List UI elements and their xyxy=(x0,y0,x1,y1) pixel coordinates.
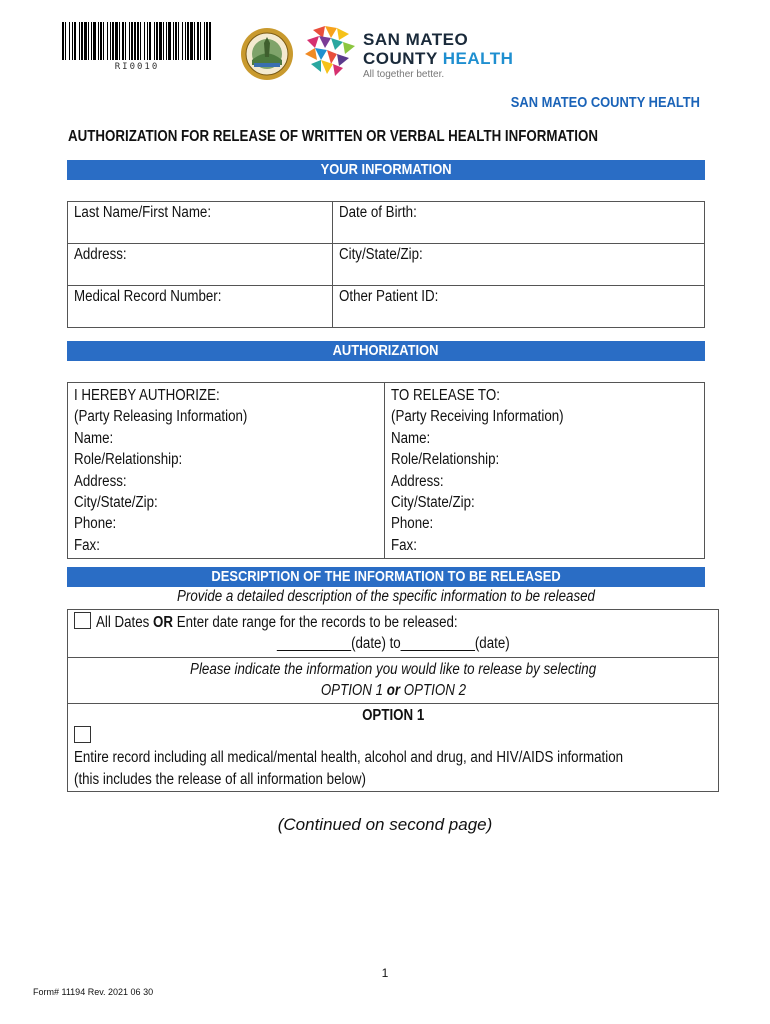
your-information-heading: YOUR INFORMATION xyxy=(67,160,705,180)
releasing-phone-label: Phone: xyxy=(74,515,117,533)
description-table xyxy=(67,609,719,792)
party-releasing-block[interactable] xyxy=(68,383,385,559)
receiving-name-label: Name: xyxy=(391,429,431,447)
receiving-role-label: Role/Relationship: xyxy=(391,451,500,469)
receiving-address-label: Address: xyxy=(391,472,444,490)
form-title: AUTHORIZATION FOR RELEASE OF WRITTEN OR VERBAL HEALTH INFORMATION xyxy=(68,128,598,145)
receiving-line: TO RELEASE TO: xyxy=(391,387,500,404)
description-heading: DESCRIPTION OF THE INFORMATION TO BE RELEASED xyxy=(67,567,705,587)
releasing-name-label: Name: xyxy=(74,429,114,447)
receiving-line: (Party Receiving Information) xyxy=(391,408,564,426)
option-instruction-cell: Please indicate the information you would like to release by selecting OPTION 1 or OPTION 2 xyxy=(68,657,719,703)
logo-wordmark-county-health xyxy=(363,49,513,69)
party-receiving-block[interactable] xyxy=(385,383,705,559)
option1-cell xyxy=(68,703,719,792)
releasing-line: I HEREBY AUTHORIZE: xyxy=(74,387,220,404)
your-information-table xyxy=(67,201,705,328)
logo-wordmark-san-mateo: SAN MATEO xyxy=(363,30,469,49)
county-seal-logo xyxy=(240,27,294,81)
barcode-id: RI0010 xyxy=(114,62,160,72)
form-number: Form# 11194 Rev. 2021 06 30 xyxy=(33,987,154,997)
barcode xyxy=(60,22,214,64)
page-number: 1 xyxy=(381,966,389,980)
date-range-cell: All Dates OR Enter date range for the records to be released: __________(date) to__________(date) xyxy=(68,610,719,658)
description-subheading: Provide a detailed description of the specific information to be released xyxy=(177,588,595,605)
releasing-address-label: Address: xyxy=(74,472,127,490)
san-mateo-health-logo-mark xyxy=(303,24,359,80)
logo-county: COUNTY xyxy=(363,49,438,68)
option1-heading: OPTION 1 xyxy=(362,706,425,724)
receiving-city-label: City/State/Zip: xyxy=(391,494,475,512)
authorization-table xyxy=(67,382,705,559)
option1-note: (this includes the release of all information below) xyxy=(74,770,366,788)
receiving-fax-label: Fax: xyxy=(391,536,417,554)
medical-record-number-field[interactable]: Medical Record Number: xyxy=(68,286,333,328)
all-dates-checkbox[interactable] xyxy=(74,612,91,629)
date-range-input[interactable]: __________(date) to__________(date) xyxy=(276,635,510,653)
authorization-heading: AUTHORIZATION xyxy=(67,341,705,361)
address-field[interactable]: Address: xyxy=(68,244,333,286)
option1-text: Entire record including all medical/mental health, alcohol and drug, and HIV/AIDS information xyxy=(74,749,624,767)
other-patient-id-field[interactable]: Other Patient ID: xyxy=(333,286,705,328)
continued-note: (Continued on second page) xyxy=(277,815,493,834)
option1-checkbox[interactable] xyxy=(74,726,91,743)
date-of-birth-field[interactable]: Date of Birth: xyxy=(333,202,705,244)
logo-health: HEALTH xyxy=(442,49,514,68)
city-state-zip-field[interactable]: City/State/Zip: xyxy=(333,244,705,286)
releasing-line: (Party Releasing Information) xyxy=(74,408,248,426)
releasing-role-label: Role/Relationship: xyxy=(74,451,183,469)
releasing-city-label: City/State/Zip: xyxy=(74,494,158,512)
releasing-fax-label: Fax: xyxy=(74,536,100,554)
logo-tagline: All together better. xyxy=(363,69,445,80)
org-heading: SAN MATEO COUNTY HEALTH xyxy=(510,94,700,111)
last-first-name-field[interactable]: Last Name/First Name: xyxy=(68,202,333,244)
receiving-phone-label: Phone: xyxy=(391,515,434,533)
